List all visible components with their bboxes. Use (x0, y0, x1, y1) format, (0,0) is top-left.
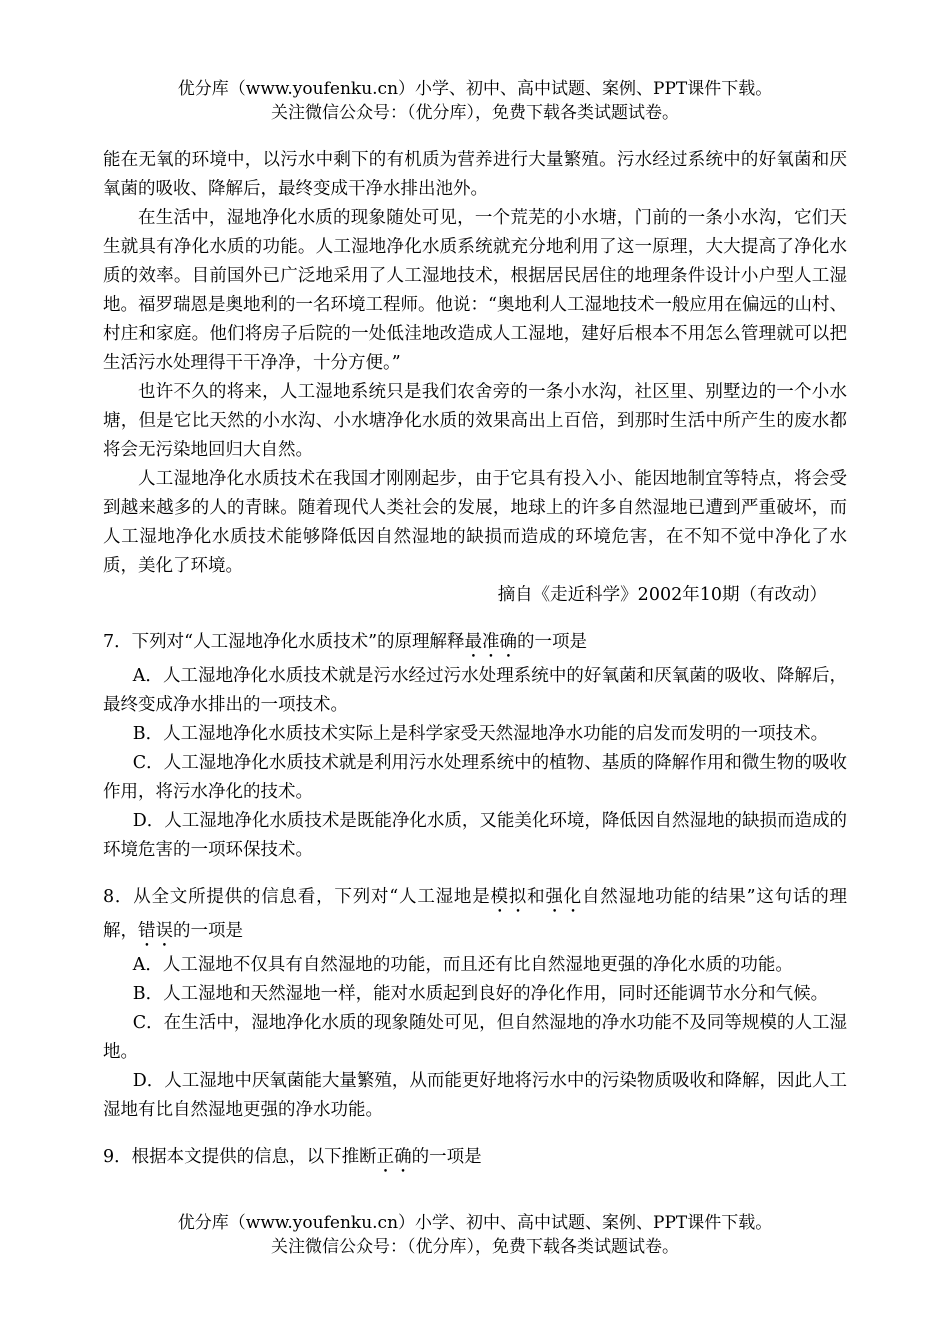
passage-paragraph-3: 也许不久的将来，人工湿地系统只是我们农舍旁的一条小水沟，社区里、别墅边的一个小水塘，但是它比天然的小水沟、小水塘净化水质的效果高出上百倍，到那时生活中所产生的废水都将会无污染地回归大自然。 (103, 382, 847, 460)
question-8-stem (103, 883, 847, 951)
question-8-option-b: B．人工湿地和天然湿地一样，能对水质起到良好的净化作用，同时还能调节水分和气候。 (132, 984, 829, 1004)
q7-emphasis: 最准确 (464, 632, 518, 652)
q8-stem-post-1: 自然湿地功能的结果”这句话的理解， (103, 887, 848, 941)
question-8-option-c: C．在生活中，湿地净化水质的现象随处可见，但自然湿地的净水功能不及同等规模的人工湿地。 (103, 1013, 847, 1062)
question-7-stem (103, 628, 847, 662)
document-body (103, 146, 847, 1177)
q7-stem-post: 的一项是 (517, 632, 588, 652)
passage-paragraph-4: 人工湿地净化水质技术在我国才刚刚起步，由于它具有投入小、能因地制宜等特点，将会受到越来越多的人的青睐。随着现代人类社会的发展，地球上的许多自然湿地已遭到严重破坏，而人工湿地净化水质技术能够降低因自然湿地的缺损而造成的环境危害，在不知不觉中净化了水质，美化了环境。 (103, 469, 847, 576)
question-7-option-a: A．人工湿地净化水质技术就是污水经过污水处理系统中的好氧菌和厌氧菌的吸收、降解后，最终变成净水排出的一项技术。 (103, 666, 847, 715)
header-line-2: 关注微信公众号：（优分库），免费下载各类试题试卷。 (271, 103, 679, 123)
q8-stem-post-2: 的一项是 (173, 921, 243, 941)
question-7-option-d: D．人工湿地净化水质技术是既能净化水质，又能美化环境，降低因自然湿地的缺损而造成的环境危害的一项环保技术。 (103, 811, 847, 860)
footer-line-1: 优分库（www.youfenku.cn）小学、初中、高中试题、案例、PPT课件下载。 (177, 1213, 773, 1233)
q8-stem-pre: 8．从全文所提供的信息看，下列对“人工湿地是 (103, 887, 491, 907)
q8-stem-mid: 和 (527, 887, 546, 907)
question-9-stem (103, 1143, 847, 1177)
q9-emphasis: 正确 (376, 1147, 412, 1167)
passage-paragraph-2: 在生活中，湿地净化水质的现象随处可见，一个荒芜的小水塘，门前的一条小水沟，它们天生就具有净化水质的功能。人工湿地净化水质系统就充分地利用了这一原理，大大提高了净化水质的效率。目前国外已广泛地采用了人工湿地技术，根据居民居住的地理条件设计小户型人工湿地。福罗瑞恩是奥地利的一名环境工程师。他说：“奥地利人工湿地技术一般应用在偏远的山村、村庄和家庭。他们将房子后院的一处低洼地改造成人工湿地，建好后根本不用怎么管理就可以把生活污水处理得干干净净，十分方便。” (103, 208, 847, 373)
question-7-option-c: C．人工湿地净化水质技术就是利用污水处理系统中的植物、基质的降解作用和微生物的吸收作用，将污水净化的技术。 (103, 753, 847, 802)
passage-source: 摘自《走近科学》2002年10期（有改动） (497, 585, 827, 605)
q8-emphasis-3: 错误 (138, 921, 173, 941)
q7-stem-pre: 7．下列对“人工湿地净化水质技术”的原理解释 (103, 632, 465, 652)
question-8-option-a: A．人工湿地不仅具有自然湿地的功能，而且还有比自然湿地更强的净化水质的功能。 (132, 955, 793, 975)
q8-emphasis-1: 模拟 (490, 887, 528, 907)
question-7-option-b: B．人工湿地净化水质技术实际上是科学家受天然湿地净水功能的启发而发明的一项技术。 (132, 724, 829, 744)
q9-stem-pre: 9．根据本文提供的信息，以下推断 (103, 1147, 377, 1167)
question-8-option-d: D．人工湿地中厌氧菌能大量繁殖，从而能更好地将污水中的污染物质吸收和降解，因此人工湿地有比自然湿地更强的净水功能。 (103, 1071, 847, 1120)
q8-emphasis-2: 强化 (545, 887, 582, 907)
header-line-1: 优分库（www.youfenku.cn）小学、初中、高中试题、案例、PPT课件下载。 (177, 79, 773, 99)
passage-paragraph-1: 能在无氧的环境中，以污水中剩下的有机质为营养进行大量繁殖。污水经过系统中的好氧菌和厌氧菌的吸收、降解后，最终变成干净水排出池外。 (103, 150, 847, 199)
q9-stem-post: 的一项是 (411, 1147, 482, 1167)
footer-line-2: 关注微信公众号：（优分库），免费下载各类试题试卷。 (271, 1237, 679, 1257)
